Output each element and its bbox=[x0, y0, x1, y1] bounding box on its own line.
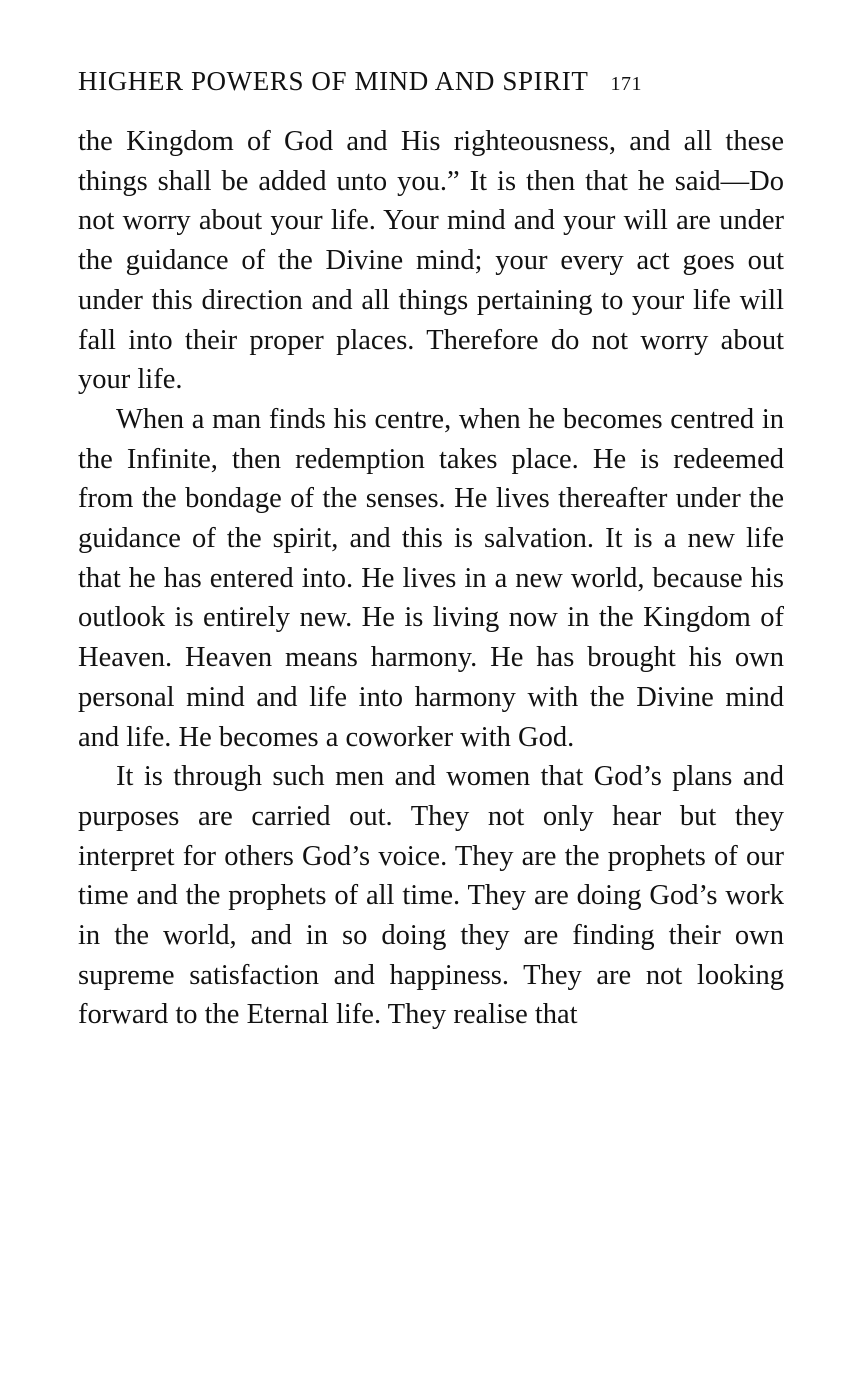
paragraph: It is through such men and women that God’s plans and purposes are carried out. They not only hear but they interpret for others God’s voice. They are the prophets of our time and the prophets of all time. They are doing God’s work in the world, and in so doing they are finding their own supreme satisfaction and happiness. They are not looking forward to the Eternal life. They realise that bbox=[78, 761, 784, 1031]
running-head-title: HIGHER POWERS OF MIND AND SPIRIT bbox=[78, 66, 589, 96]
running-head bbox=[78, 66, 782, 97]
paragraph: the Kingdom of God and His righteousness, and all these things shall be added unto you.” It is then that he said—Do not worry about your life. Your mind and your will are under the guidance of the Divine mind; your every act goes out under this direction and all things pertaining to your life will fall into their proper places. Therefore do not worry about your life. bbox=[78, 126, 784, 396]
body-text bbox=[78, 122, 784, 1035]
page-number: 171 bbox=[610, 73, 642, 95]
paragraph: When a man finds his centre, when he becomes centred in the Infinite, then redemption takes place. He is redeemed from the bondage of the senses. He lives thereafter under the guidance of the spirit, and this is salvation. It is a new life that he has entered into. He lives in a new world, because his outlook is entirely new. He is living now in the Kingdom of Heaven. Heaven means harmony. He has brought his own personal mind and life into harmony with the Divine mind and life. He becomes a coworker with God. bbox=[78, 403, 784, 753]
